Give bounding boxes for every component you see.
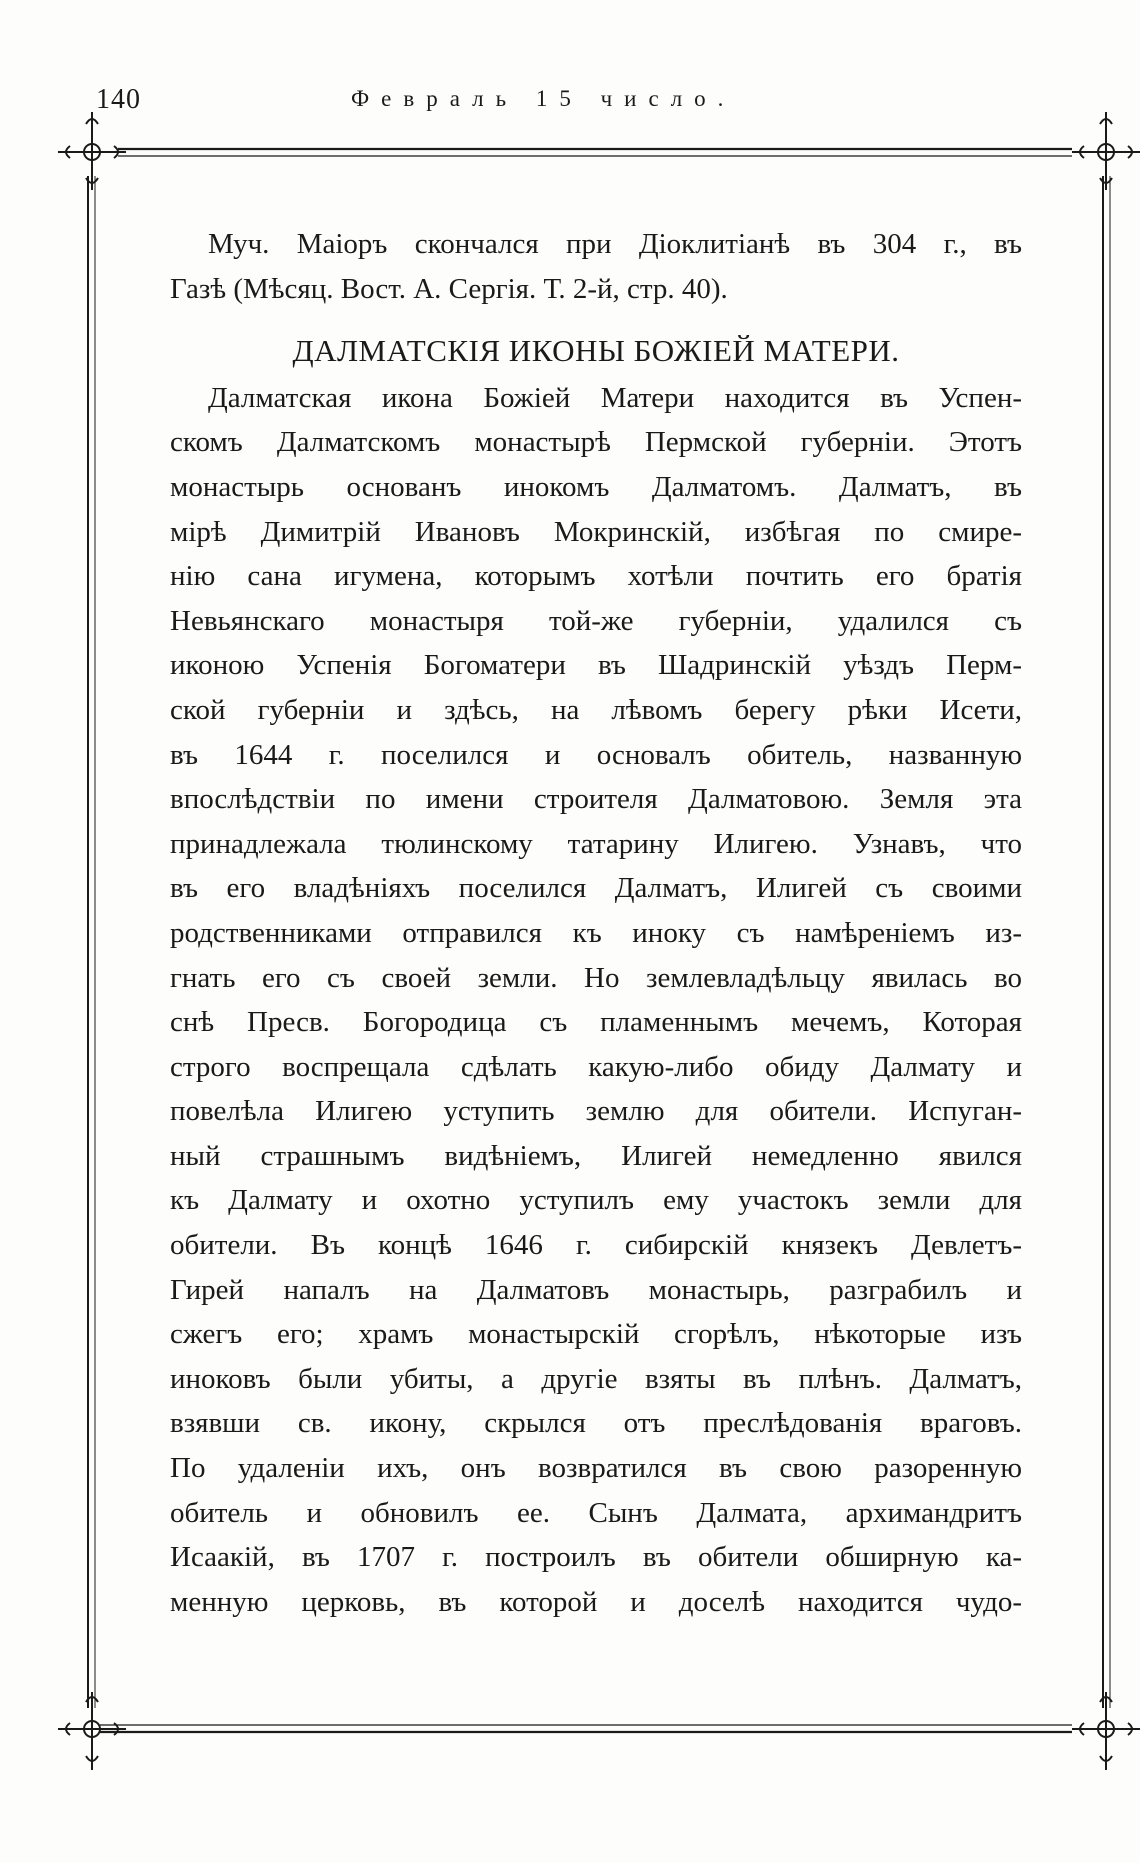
body-line: Гирей напалъ на Далматовъ монастырь, разграбилъ и xyxy=(170,1273,1022,1306)
body-line: въ его владѣніяхъ поселился Далматъ, Илигей съ своими xyxy=(170,872,1022,905)
body-line: къ Далмату и охотно уступилъ ему участокъ земли для xyxy=(170,1184,1022,1217)
body-line: въ 1644 г. поселился и основалъ обитель, названную xyxy=(170,738,1022,771)
intro-line: Газѣ (Мѣсяц. Вост. А. Сергія. Т. 2-й, стр. 40). xyxy=(170,272,728,305)
body-line: ный страшнымъ видѣніемъ, Илигей немедленно явился xyxy=(170,1139,1022,1172)
page-number: 140 xyxy=(96,84,141,115)
body-line: иноковъ были убиты, а другіе взяты въ плѣнъ. Далматъ, xyxy=(170,1362,1022,1395)
body-line: снѣ Пресв. Богородица съ пламеннымъ мечемъ, Которая xyxy=(170,1006,1022,1039)
body-line: строго воспрещала сдѣлать какую-либо обиду Далмату и xyxy=(170,1050,1022,1083)
body-line: ской губерніи и здѣсь, на лѣвомъ берегу рѣки Исети, xyxy=(170,693,1022,726)
body-line: Исаакій, въ 1707 г. построилъ въ обители обширную ка- xyxy=(170,1541,1022,1574)
body-line: родственниками отправился къ иноку съ намѣреніемъ из- xyxy=(170,916,1022,949)
body-line: обители. Въ концѣ 1646 г. сибирскій князекъ Девлетъ- xyxy=(170,1229,1022,1262)
text-block xyxy=(170,222,1022,1624)
intro-line: Муч. Маіоръ скончался при Діоклитіанѣ въ 304 г., въ xyxy=(208,228,1022,260)
body-line: сжегъ его; храмъ монастырскій сгорѣлъ, нѣкоторые изъ xyxy=(170,1318,1022,1351)
corner-ornament-top-left-icon xyxy=(58,112,126,190)
corner-ornament-bottom-right-icon xyxy=(1072,1692,1140,1770)
body-line: скомъ Далматскомъ монастырѣ Пермской губерніи. Этотъ xyxy=(170,426,1022,459)
body-line: иконою Успенія Богоматери въ Шадринскій уѣздъ Перм- xyxy=(170,649,1022,682)
body-line: повелѣла Илигею уступить землю для обители. Испуган- xyxy=(170,1095,1022,1128)
corner-ornament-top-right-icon xyxy=(1072,112,1140,190)
running-title: Февраль 15 число. xyxy=(351,86,736,111)
body-line: По удаленіи ихъ, онъ возвратился въ свою разоренную xyxy=(170,1452,1022,1485)
body-line: нію сана игумена, которымъ хотѣли почтить его братія xyxy=(170,560,1022,593)
body-line: монастырь основанъ инокомъ Далматомъ. Далматъ, въ xyxy=(170,470,1022,503)
body-line: обитель и обновилъ ее. Сынъ Далмата, архимандритъ xyxy=(170,1496,1022,1529)
body-line: принадлежала тюлинскому татарину Илигею. Узнавъ, что xyxy=(170,827,1022,860)
body-line: Невьянскаго монастыря той-же губерніи, удалился съ xyxy=(170,604,1022,637)
body-line: гнать его съ своей земли. Но землевладѣльцу явилась во xyxy=(170,961,1022,994)
body-line: менную церковь, въ которой и доселѣ находится чудо- xyxy=(170,1585,1022,1618)
body-line: впослѣдствіи по имени строителя Далматовою. Земля эта xyxy=(170,783,1022,816)
body-line: мірѣ Димитрій Ивановъ Мокринскій, избѣгая по смире- xyxy=(170,515,1022,548)
body-line: Далматская икона Божіей Матери находится въ Успен- xyxy=(208,381,1022,414)
body-line: взявши св. икону, скрылся отъ преслѣдованія враговъ. xyxy=(170,1407,1022,1440)
section-heading: ДАЛМАТСКІЯ ИКОНЫ БОЖІЕЙ МАТЕРИ. xyxy=(292,333,900,369)
